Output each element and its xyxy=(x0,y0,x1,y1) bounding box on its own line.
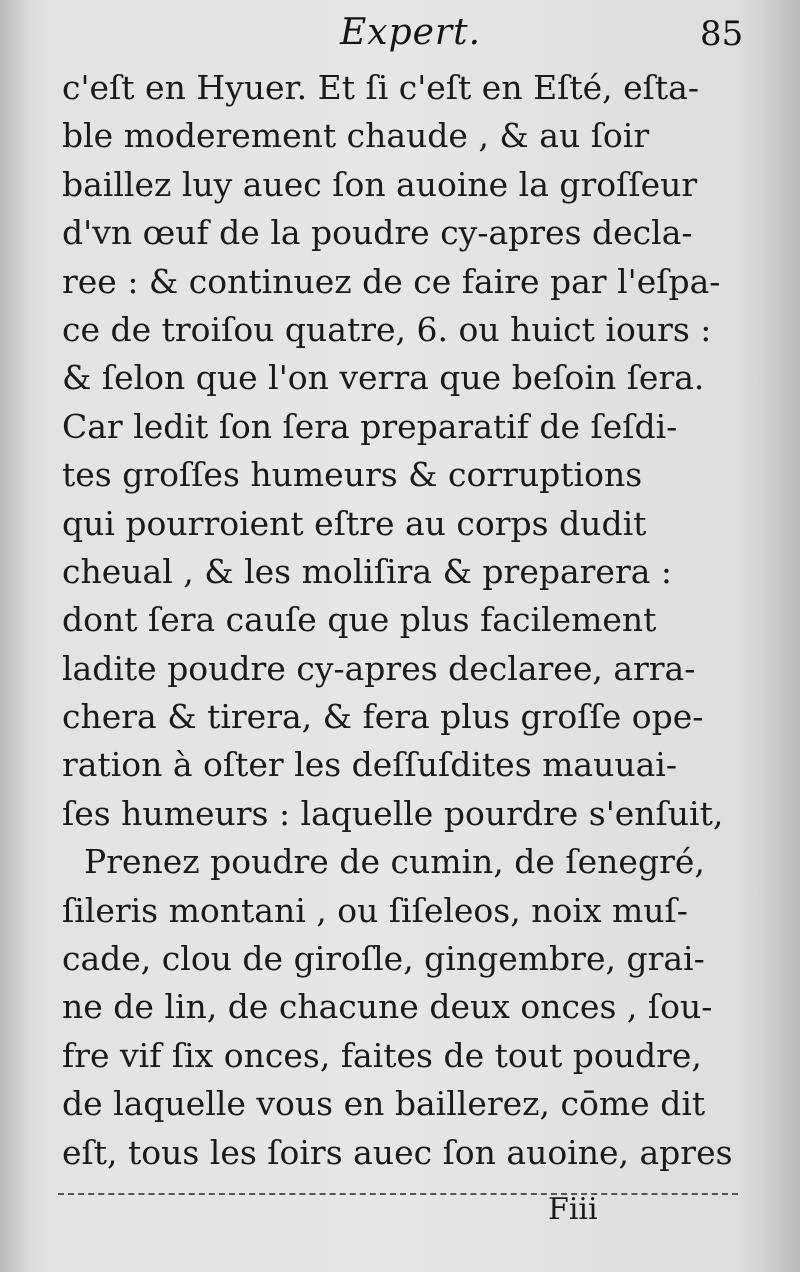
text-line: cheual , & les moliſira & preparera : xyxy=(62,551,673,591)
text-line: ble moderement chaude , & au ſoir xyxy=(62,116,650,156)
text-line: ladite poudre cy-apres declaree, arra- xyxy=(62,648,696,688)
running-title: Expert. xyxy=(340,12,482,53)
text-line: ne de lin, de chacune deux onces , ſou- xyxy=(62,987,713,1027)
gutter-shadow xyxy=(0,0,30,1272)
page-number: 85 xyxy=(700,14,744,54)
paragraph-start-line: Prenez poudre de cumin, de ſenegré, xyxy=(84,842,705,882)
body-text xyxy=(62,64,752,1177)
text-line: de laquelle vous en baillerez, cōme dit xyxy=(62,1084,706,1124)
text-line: c'eſt en Hyuer. Et ſi c'eſt en Eſté, eſta- xyxy=(62,68,699,107)
text-line: tes groſſes humeurs & corruptions xyxy=(62,455,643,495)
signature-mark: Fiii xyxy=(548,1192,598,1227)
text-line: eſt, tous les ſoirs auec ſon auoine, apres xyxy=(62,1132,733,1172)
text-line: baillez luy auec ſon auoine la groſſeur xyxy=(62,164,698,204)
text-line: ree : & continuez de ce faire par l'eſpa- xyxy=(62,261,721,301)
text-line: cade, clou de giroſle, gingembre, grai- xyxy=(62,939,705,979)
text-line: ſileris montani , ou ſiſeleos, noix muſ- xyxy=(62,890,688,930)
text-line: ſes humeurs : laquelle pourdre s'enſuit, xyxy=(62,793,724,833)
text-line: & ſelon que l'on verra que beſoin ſera. xyxy=(62,358,705,398)
running-head xyxy=(0,12,800,62)
text-line: dont ſera cauſe que plus facilement xyxy=(62,600,657,640)
edge-shadow xyxy=(760,0,800,1272)
text-line: qui pourroient eſtre au corps dudit xyxy=(62,503,647,543)
text-line: chera & tirera, & fera plus groſſe ope- xyxy=(62,697,704,737)
bottom-dashed-rule xyxy=(58,1193,738,1195)
text-line: ration à oſter les deſſuſdites mauuai- xyxy=(62,745,677,785)
text-line: d'vn œuf de la poudre cy-apres decla- xyxy=(62,213,693,253)
text-line: ce de troiſou quatre, 6. ou huict iours : xyxy=(62,309,712,349)
text-line: Car ledit ſon ſera preparatif de ſeſdi- xyxy=(62,406,678,446)
text-line: fre vif ſix onces, faites de tout poudre, xyxy=(62,1035,702,1075)
